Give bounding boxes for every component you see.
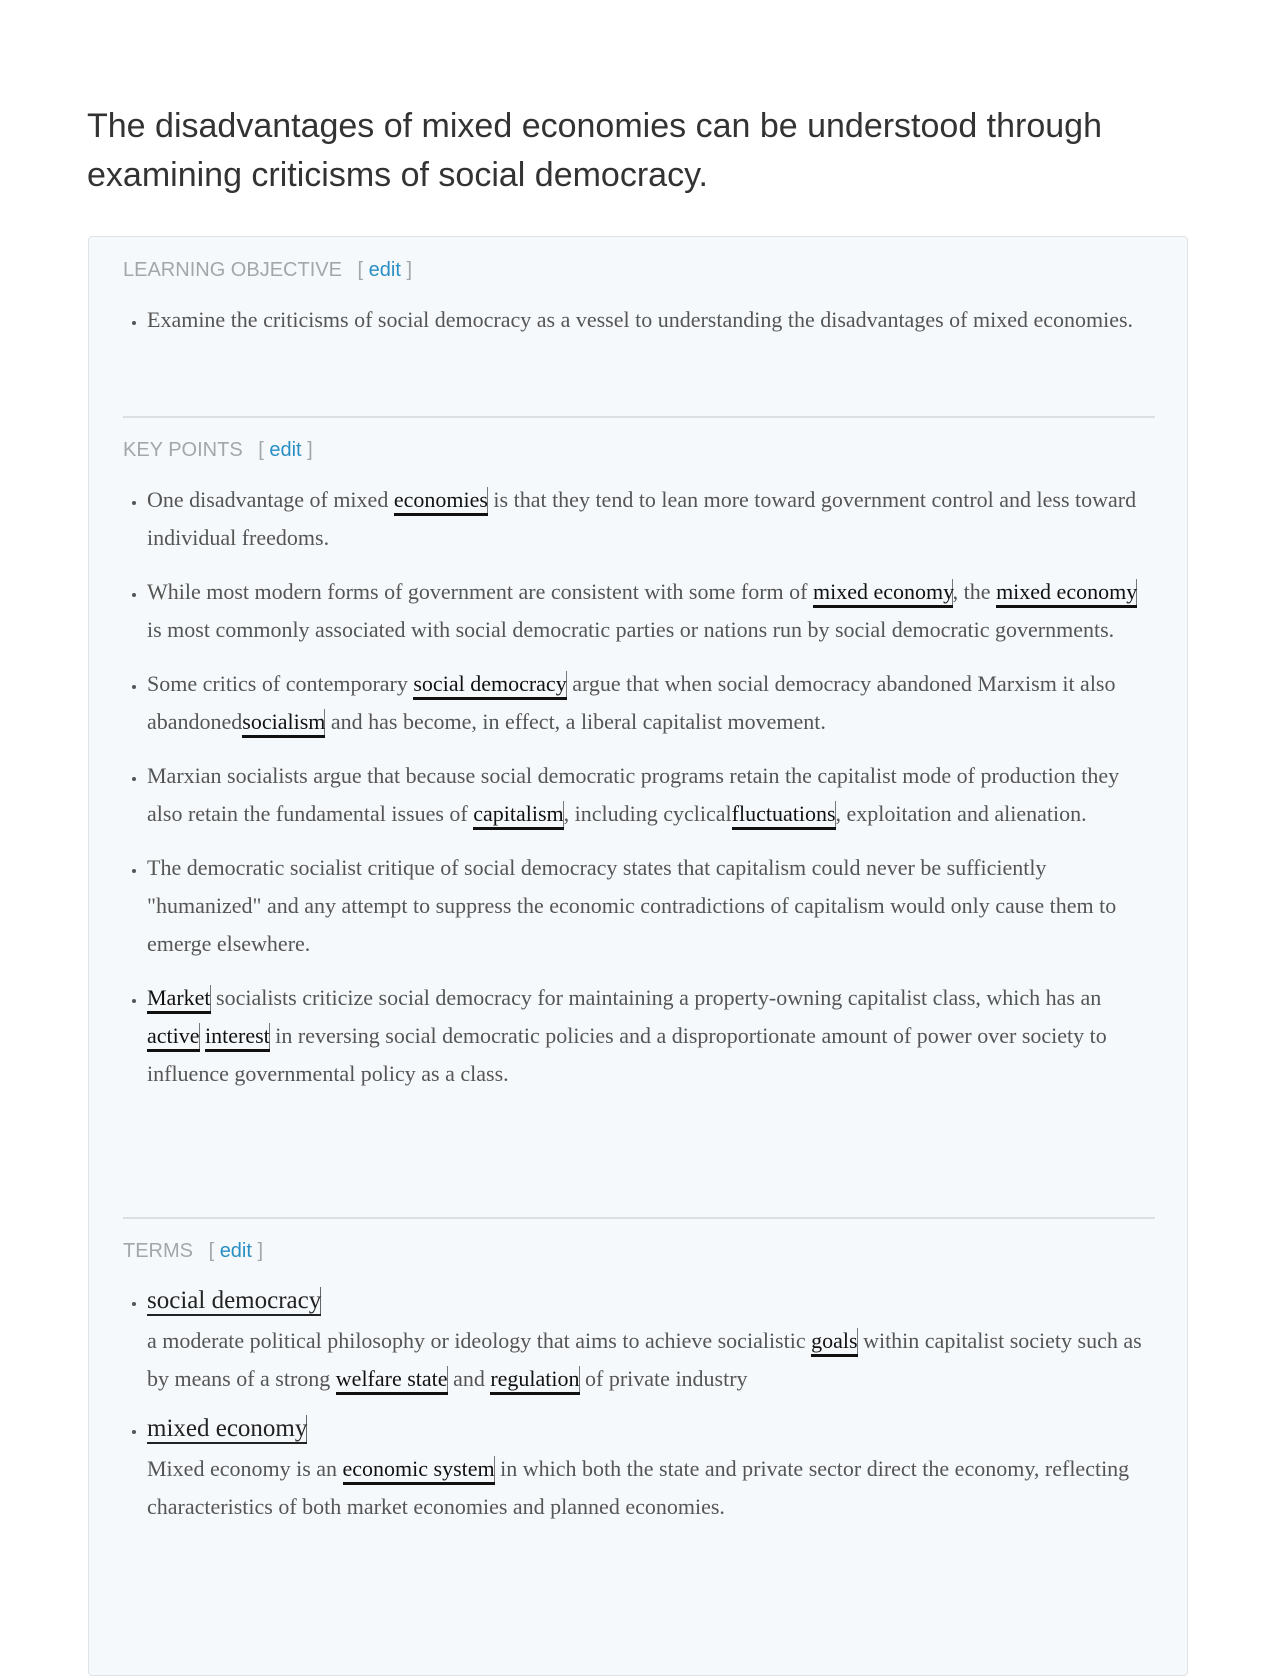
term-title-link[interactable]: social democracy <box>147 1287 322 1314</box>
key-point-item <box>147 665 1155 741</box>
key-point-text: One disadvantage of mixed <box>147 487 394 512</box>
glossary-term-link[interactable]: fluctuations <box>732 801 836 830</box>
bracket-open: [ <box>258 439 264 461</box>
key-point-text: The democratic socialist critique of social democracy states that capitalism could never be sufficiently "humanized" and any attempt to suppress the economic contradictions of capitalism would only cause them to emerge elsewhere. <box>147 855 1117 956</box>
key-point-text: in reversing social democratic policies and a disproportionate amount of power over society to influence governmental policy as a class. <box>147 1023 1107 1086</box>
key-point-text: Some critics of contemporary <box>147 671 414 696</box>
glossary-term-link[interactable]: economies <box>394 487 488 516</box>
key-point-text: socialists criticize social democracy for maintaining a property-owning capitalist class, which has an <box>210 985 1102 1010</box>
glossary-term-link[interactable]: mixed economy <box>813 579 953 608</box>
definition-text: within capitalist society such as by means of a strong <box>147 1328 1142 1391</box>
term-item <box>147 1410 1155 1526</box>
bracket-close: ] <box>406 259 412 281</box>
glossary-term-link[interactable]: economic system <box>343 1456 495 1485</box>
bracket-close: ] <box>307 439 313 461</box>
terms-header <box>123 1236 1155 1266</box>
key-points-header <box>123 435 1155 465</box>
key-point-item <box>147 573 1155 649</box>
glossary-term-link[interactable]: capitalism <box>473 801 563 830</box>
section-heading: LEARNING OBJECTIVE <box>123 259 342 281</box>
terms-list <box>123 1282 1155 1526</box>
glossary-term-link[interactable]: socialism <box>242 709 325 738</box>
key-point-text: While most modern forms of government are consistent with some form of <box>147 579 813 604</box>
key-points-list <box>123 481 1155 1093</box>
key-point-text: and has become, in effect, a liberal capitalist movement. <box>325 709 826 734</box>
glossary-term-link[interactable]: regulation <box>490 1366 579 1395</box>
key-points-section <box>123 435 1155 1109</box>
glossary-term-link[interactable]: interest <box>205 1023 270 1052</box>
edit-key-points-link[interactable]: edit <box>269 439 302 461</box>
key-point-text: , including cyclical <box>563 801 732 826</box>
bracket-open: [ <box>208 1240 215 1262</box>
section-heading: KEY POINTS <box>123 439 243 461</box>
key-point-text: , the <box>952 579 997 604</box>
key-point-item <box>147 757 1155 833</box>
learning-objective-list <box>123 301 1155 339</box>
key-point-item <box>147 849 1155 963</box>
concept-panel <box>88 236 1188 1676</box>
page-title: The disadvantages of mixed economies can be understood through examining criticisms of social democracy. <box>87 107 1102 194</box>
term-definition <box>147 1450 1155 1526</box>
definition-text: a moderate political philosophy or ideology that aims to achieve socialistic <box>147 1328 812 1353</box>
terms-section <box>123 1236 1155 1538</box>
definition-text: and <box>447 1366 491 1391</box>
definition-text: in which both the state and private sector direct the economy, reflecting characteristics of both market economies and planned economies. <box>147 1456 1130 1519</box>
glossary-term-link[interactable]: goals <box>811 1328 857 1357</box>
key-point-text: Marxian socialists argue that because social democratic programs retain the capitalist mode of production they also retain the fundamental issues of <box>147 763 1120 826</box>
section-heading: TERMS <box>123 1240 193 1262</box>
term-title-link[interactable]: mixed economy <box>147 1415 308 1442</box>
edit-terms-link[interactable]: edit <box>219 1240 252 1262</box>
key-point-text: is most commonly associated with social democratic parties or nations run by social democratic governments. <box>147 617 1115 642</box>
bracket-open: [ <box>357 259 364 281</box>
learning-objective-header <box>123 255 1155 285</box>
key-point-text: , exploitation and alienation. <box>835 801 1087 826</box>
learning-objective-item: • Examine the criticisms of social democracy as a vessel to understanding the disadvantages of mixed economies. <box>147 301 1155 339</box>
divider <box>123 416 1155 418</box>
glossary-term-link[interactable]: social democracy <box>413 671 566 700</box>
bracket-close: ] <box>257 1240 264 1262</box>
learning-objective-section <box>123 255 1155 339</box>
divider <box>123 1217 1155 1219</box>
edit-learning-objective-link[interactable]: edit <box>368 259 401 281</box>
key-point-item <box>147 979 1155 1093</box>
term-definition <box>147 1322 1155 1398</box>
glossary-term-link[interactable]: active <box>147 1023 200 1052</box>
term-item <box>147 1282 1155 1398</box>
key-point-item <box>147 481 1155 557</box>
definition-text: of private industry <box>579 1366 748 1391</box>
key-point-text: argue that when social democracy abandoned Marxism it also abandoned <box>147 671 1116 734</box>
glossary-term-link[interactable]: welfare state <box>336 1366 448 1395</box>
glossary-term-link[interactable]: mixed economy <box>996 579 1137 608</box>
glossary-term-link[interactable]: Market <box>147 985 211 1014</box>
definition-text: Mixed economy is an <box>147 1456 343 1481</box>
key-point-text: is that they tend to lean more toward government control and less toward individual freedoms. <box>147 487 1137 550</box>
